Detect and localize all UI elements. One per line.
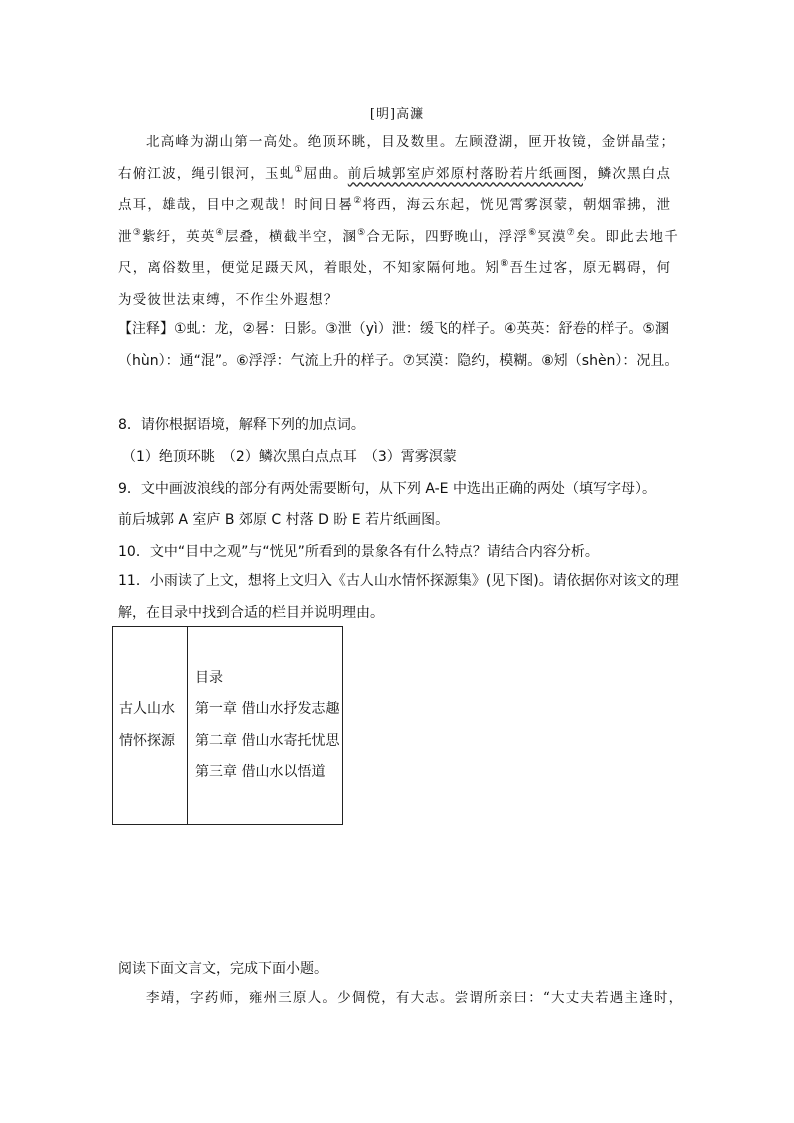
question-10: 10．文中“目中之观”与“恍见”所看到的景象各有什么特点？请结合内容分析。 (118, 544, 599, 560)
reading-instruction: 阅读下面文言文，完成下面小题。 (118, 961, 328, 977)
toc-chapter-3: 第三章 借山水以悟道 (195, 764, 326, 780)
question-8: 8．请你根据语境，解释下列的加点词。 (118, 417, 365, 433)
note-marker-8: ⑧ (500, 259, 510, 269)
passage-2-text: 李靖，字药师，雍州三原人。少倜傥，有大志。尝谓所亲曰：“大丈夫若遇主逢时， (146, 990, 684, 1006)
question-9: 9．文中画波浪线的部分有两处需要断句，从下列 A-E 中选出正确的两处（填写字母）。 (118, 481, 656, 497)
note-marker-6: ⑥ (528, 227, 538, 238)
note-marker-3: ③ (132, 227, 142, 238)
note-marker-5: ⑤ (357, 227, 367, 238)
toc-chapter-1: 第一章 借山水抒发志趣 (195, 701, 340, 717)
toc-contents (188, 627, 343, 825)
question-9-options: 前后城郭 A 室庐 B 郊原 C 村落 D 盼 E 若片纸画图。 (118, 512, 450, 528)
question-8-items: （1）绝顶环眺 （2）鳞次黑白点点耳 （3）霄雾溟蒙 (122, 449, 457, 465)
passage-author: [明]高濂 (369, 107, 425, 122)
note-marker-4: ④ (215, 227, 225, 238)
note-marker-7: ⑦ (566, 227, 577, 238)
question-11: 11．小雨读了上文，想将上文归入《古人山水情怀探源集》(见下图)。请依据你对该文的理解，在目录中找到合适的栏目并说明理由。 (118, 573, 679, 621)
note-marker-1: ① (294, 164, 304, 175)
classical-passage: 北高峰为湖山第一高处。绝顶环眺，目及数里。左顾澄湖，匣开妆镜，金饼晶莹；右俯江波，绳引银河，玉虬①屈曲。前后城郭室庐郊原村落盼若片纸画图，鳞次黑白点点耳，雄哉，目中之观哉！时间日晷②将西，海云东起，恍见霄雾溟蒙，朝烟霏拂，泄泄③紫纡，英英④层叠，横截半空，溷⑤合无际，四野晚山，浮浮⑥冥漠⑦矣。即此去地千尺，离俗数里，便觉足蹑天风，着眼处，不知家隔何地。矧⑧吾生过客，原无羁碍，何为受彼世法束缚，不作尘外遐想？ (118, 134, 679, 308)
toc-table (112, 626, 343, 825)
wavy-underlined-text: 前后城郭室庐郊原村落盼若片纸画图 (347, 165, 583, 182)
toc-collection-title: 古人山水情怀探源 (113, 627, 188, 825)
annotations: 【注释】①虬：龙，②晷：日影。③泄（yì）泄：缓飞的样子。④英英：舒卷的样子。⑤溷（hùn）：通“混”。⑥浮浮：气流上升的样子。⑦冥漠：隐约，模糊。⑧矧（shèn）：况且。 (118, 321, 679, 369)
toc-chapter-2: 第二章 借山水寄托忧思 (195, 732, 340, 749)
note-marker-2: ② (353, 196, 363, 206)
toc-heading: 目录 (195, 669, 223, 686)
